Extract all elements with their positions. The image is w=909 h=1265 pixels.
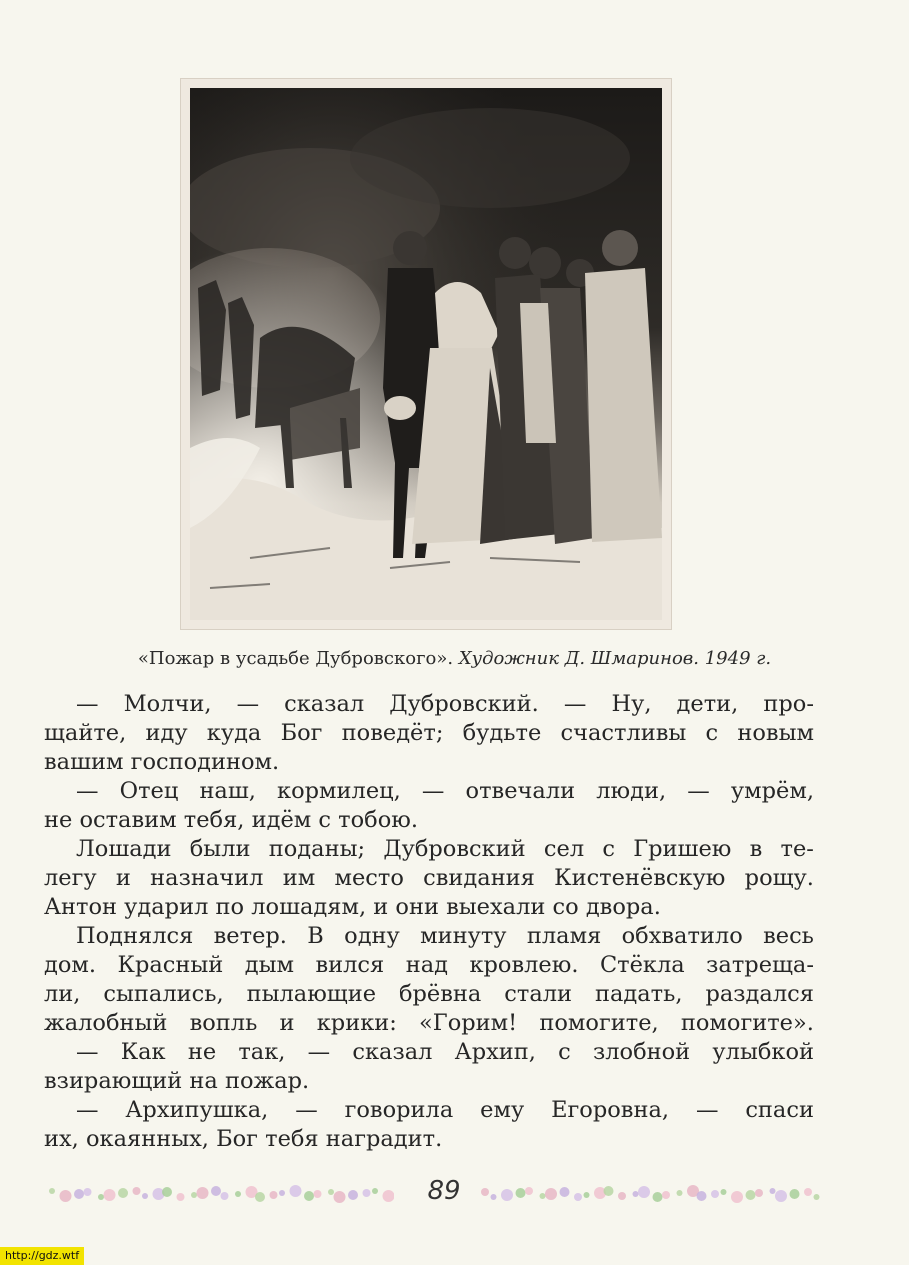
text-word: брёвна: [398, 981, 482, 1007]
text-word: будьте: [462, 720, 542, 746]
text-word: падать,: [594, 981, 683, 1007]
text-word: Отец: [119, 778, 179, 804]
text-word: обхватило: [621, 923, 743, 949]
text-line-content: не оставим тебя, идём с тобою.: [44, 807, 418, 833]
text-line: [44, 1096, 814, 1125]
text-line: [44, 1067, 814, 1096]
decorative-dot: [574, 1193, 582, 1201]
text-word: счастливы: [560, 720, 687, 746]
text-word: наш,: [199, 778, 256, 804]
text-word: крики:: [316, 1010, 397, 1036]
text-word: Стёкла: [599, 952, 685, 978]
decorative-dot: [618, 1192, 626, 1200]
decorative-dot: [383, 1190, 395, 1202]
text-word: дом.: [44, 952, 97, 978]
text-word: раздался: [705, 981, 814, 1007]
text-word: Как: [120, 1039, 166, 1065]
decorative-dot: [560, 1187, 570, 1197]
text-word: вопль: [189, 1010, 258, 1036]
text-word: и: [279, 1010, 295, 1036]
decorative-dot: [60, 1190, 72, 1202]
site-tag: http://gdz.wtf: [0, 1247, 84, 1265]
page-footer: [44, 1172, 824, 1212]
text-word: рощу.: [744, 865, 814, 891]
text-word: дети,: [676, 691, 739, 717]
text-word: кровлею.: [469, 952, 579, 978]
text-word: вился: [315, 952, 385, 978]
text-line: [44, 777, 814, 806]
text-word: Дубровский: [383, 836, 526, 862]
text-word: Дубровский.: [389, 691, 539, 717]
decorative-dot: [804, 1188, 812, 1196]
decorative-dot: [584, 1192, 590, 1198]
decorative-dot: [677, 1190, 683, 1196]
decorative-dot: [197, 1187, 209, 1199]
text-line-content: вашим господином.: [44, 749, 280, 775]
text-line: [44, 980, 814, 1009]
decorative-dot: [372, 1188, 378, 1194]
story-text: [44, 690, 814, 1154]
text-word: сказал: [352, 1039, 433, 1065]
decorative-dot: [731, 1191, 743, 1203]
text-word: те-: [780, 836, 814, 862]
decorative-dots-right: [474, 1180, 824, 1208]
text-word: Лошади: [76, 836, 172, 862]
decorative-dot: [177, 1193, 185, 1201]
decorative-dot: [255, 1192, 265, 1202]
text-line: [44, 719, 814, 748]
text-line: [44, 835, 814, 864]
decorative-dot: [363, 1189, 371, 1197]
text-word: им: [282, 865, 316, 891]
text-word: ли,: [44, 981, 81, 1007]
decorative-dot: [814, 1194, 820, 1200]
text-word: не: [187, 1039, 217, 1065]
text-line: [44, 806, 814, 835]
decorative-dot: [104, 1189, 116, 1201]
decorative-dot: [638, 1186, 650, 1198]
text-line: [44, 1009, 814, 1038]
decorative-dot: [221, 1192, 229, 1200]
text-word: —: [295, 1097, 318, 1123]
text-word: над: [405, 952, 448, 978]
decorative-dot: [604, 1186, 614, 1196]
text-line-content: Антон ударил по лошадям, и они выехали со двора.: [44, 894, 661, 920]
decorative-dot: [516, 1188, 526, 1198]
decorative-dot: [142, 1193, 148, 1199]
text-word: —: [687, 778, 710, 804]
text-word: дым: [244, 952, 294, 978]
text-word: минуту: [420, 923, 507, 949]
decorative-dot: [491, 1194, 497, 1200]
text-word: Красный: [117, 952, 224, 978]
text-line: [44, 922, 814, 951]
text-word: помогите,: [539, 1010, 659, 1036]
text-word: новым: [737, 720, 814, 746]
text-word: —: [76, 1039, 99, 1065]
decorative-dot: [775, 1190, 787, 1202]
text-word: и: [115, 865, 131, 891]
text-word: легу: [44, 865, 97, 891]
caption-title: «Пожар в усадьбе Дубровского».: [137, 648, 454, 669]
text-word: ему: [480, 1097, 525, 1123]
text-word: поведёт;: [341, 720, 444, 746]
text-word: Поднялся: [76, 923, 194, 949]
decorative-dot: [633, 1191, 639, 1197]
text-word: Гришею: [633, 836, 732, 862]
decorative-dot: [279, 1190, 285, 1196]
decorative-dots-left: [44, 1180, 394, 1208]
decorative-dot: [270, 1191, 278, 1199]
text-word: так,: [238, 1039, 286, 1065]
text-word: В: [307, 923, 324, 949]
decorative-dot: [348, 1190, 358, 1200]
text-word: были: [189, 836, 251, 862]
text-word: с: [705, 720, 719, 746]
text-word: Архипушка,: [125, 1097, 269, 1123]
decorative-dot: [746, 1190, 756, 1200]
text-word: Кистенёвскую: [554, 865, 726, 891]
decorative-dot: [84, 1188, 92, 1196]
text-word: спаси: [745, 1097, 814, 1123]
text-word: помогите».: [680, 1010, 814, 1036]
text-word: жалобный: [44, 1010, 168, 1036]
caption-artist: Художник Д. Шмаринов. 1949 г.: [458, 648, 772, 669]
text-word: ветер.: [213, 923, 287, 949]
text-word: Бог: [280, 720, 323, 746]
text-word: —: [563, 691, 587, 717]
text-word: с: [602, 836, 615, 862]
decorative-dot: [290, 1185, 302, 1197]
text-word: весь: [763, 923, 814, 949]
decorative-dot: [711, 1190, 719, 1198]
text-word: улыбкой: [712, 1039, 814, 1065]
text-line-content: взирающий на пожар.: [44, 1068, 310, 1094]
text-word: сказал: [284, 691, 365, 717]
decorative-dot: [662, 1191, 670, 1199]
text-line: [44, 893, 814, 922]
text-word: —: [76, 691, 99, 717]
text-word: назначил: [150, 865, 264, 891]
decorative-dot: [133, 1187, 141, 1195]
decorative-dot: [697, 1191, 707, 1201]
decorative-dot: [770, 1188, 776, 1194]
text-word: пылающие: [246, 981, 377, 1007]
decorative-dot: [235, 1191, 241, 1197]
decorative-dot: [501, 1189, 513, 1201]
text-word: —: [76, 1097, 99, 1123]
decorative-dot: [211, 1186, 221, 1196]
decorative-dot: [525, 1187, 533, 1195]
text-word: —: [421, 778, 445, 804]
decorative-dot: [545, 1188, 557, 1200]
text-line: [44, 1038, 814, 1067]
text-word: —: [695, 1097, 719, 1123]
decorative-dot: [98, 1194, 104, 1200]
decorative-dot: [162, 1187, 172, 1197]
decorative-dot: [314, 1190, 322, 1198]
decorative-dot: [481, 1188, 489, 1196]
text-word: одну: [344, 923, 400, 949]
text-line-content: их, окаянных, Бог тебя наградит.: [44, 1126, 443, 1152]
text-word: стали: [504, 981, 573, 1007]
text-word: «Горим!: [419, 1010, 518, 1036]
text-word: пламя: [526, 923, 602, 949]
text-word: свидания: [423, 865, 535, 891]
text-line: [44, 864, 814, 893]
text-word: затреща-: [706, 952, 814, 978]
decorative-dot: [540, 1193, 546, 1199]
decorative-dot: [118, 1188, 128, 1198]
decorative-dot: [755, 1189, 763, 1197]
text-word: иду: [145, 720, 188, 746]
text-word: Молчи,: [123, 691, 212, 717]
text-word: щайте,: [44, 720, 127, 746]
text-word: Ну,: [611, 691, 652, 717]
text-word: —: [236, 691, 260, 717]
fire-scene-drawing: [190, 88, 662, 620]
text-word: злобной: [592, 1039, 691, 1065]
text-word: кормилец,: [277, 778, 401, 804]
text-word: сел: [543, 836, 585, 862]
text-word: сыпались,: [103, 981, 224, 1007]
text-word: про-: [763, 691, 814, 717]
decorative-dot: [74, 1189, 84, 1199]
decorative-dot: [721, 1189, 727, 1195]
text-line: [44, 951, 814, 980]
text-word: с: [558, 1039, 571, 1065]
decorative-dot: [653, 1192, 663, 1202]
text-word: отвечали: [465, 778, 576, 804]
text-word: куда: [206, 720, 262, 746]
text-word: Архип,: [454, 1039, 536, 1065]
text-word: —: [76, 778, 99, 804]
text-word: говорила: [344, 1097, 454, 1123]
illustration: [180, 78, 672, 630]
figure-caption: [0, 648, 909, 669]
decorative-dot: [304, 1191, 314, 1201]
decorative-dot: [790, 1189, 800, 1199]
text-line: [44, 690, 814, 719]
text-word: в: [749, 836, 763, 862]
text-line: [44, 1125, 814, 1154]
text-word: поданы;: [268, 836, 366, 862]
text-word: люди,: [596, 778, 667, 804]
text-word: место: [334, 865, 404, 891]
page-number: 89: [427, 1176, 461, 1206]
decorative-dot: [191, 1192, 197, 1198]
text-word: умрём,: [730, 778, 814, 804]
text-word: Егоровна,: [551, 1097, 670, 1123]
decorative-dot: [328, 1189, 334, 1195]
text-word: —: [307, 1039, 331, 1065]
text-line: [44, 748, 814, 777]
decorative-dot: [334, 1191, 346, 1203]
decorative-dot: [49, 1188, 55, 1194]
